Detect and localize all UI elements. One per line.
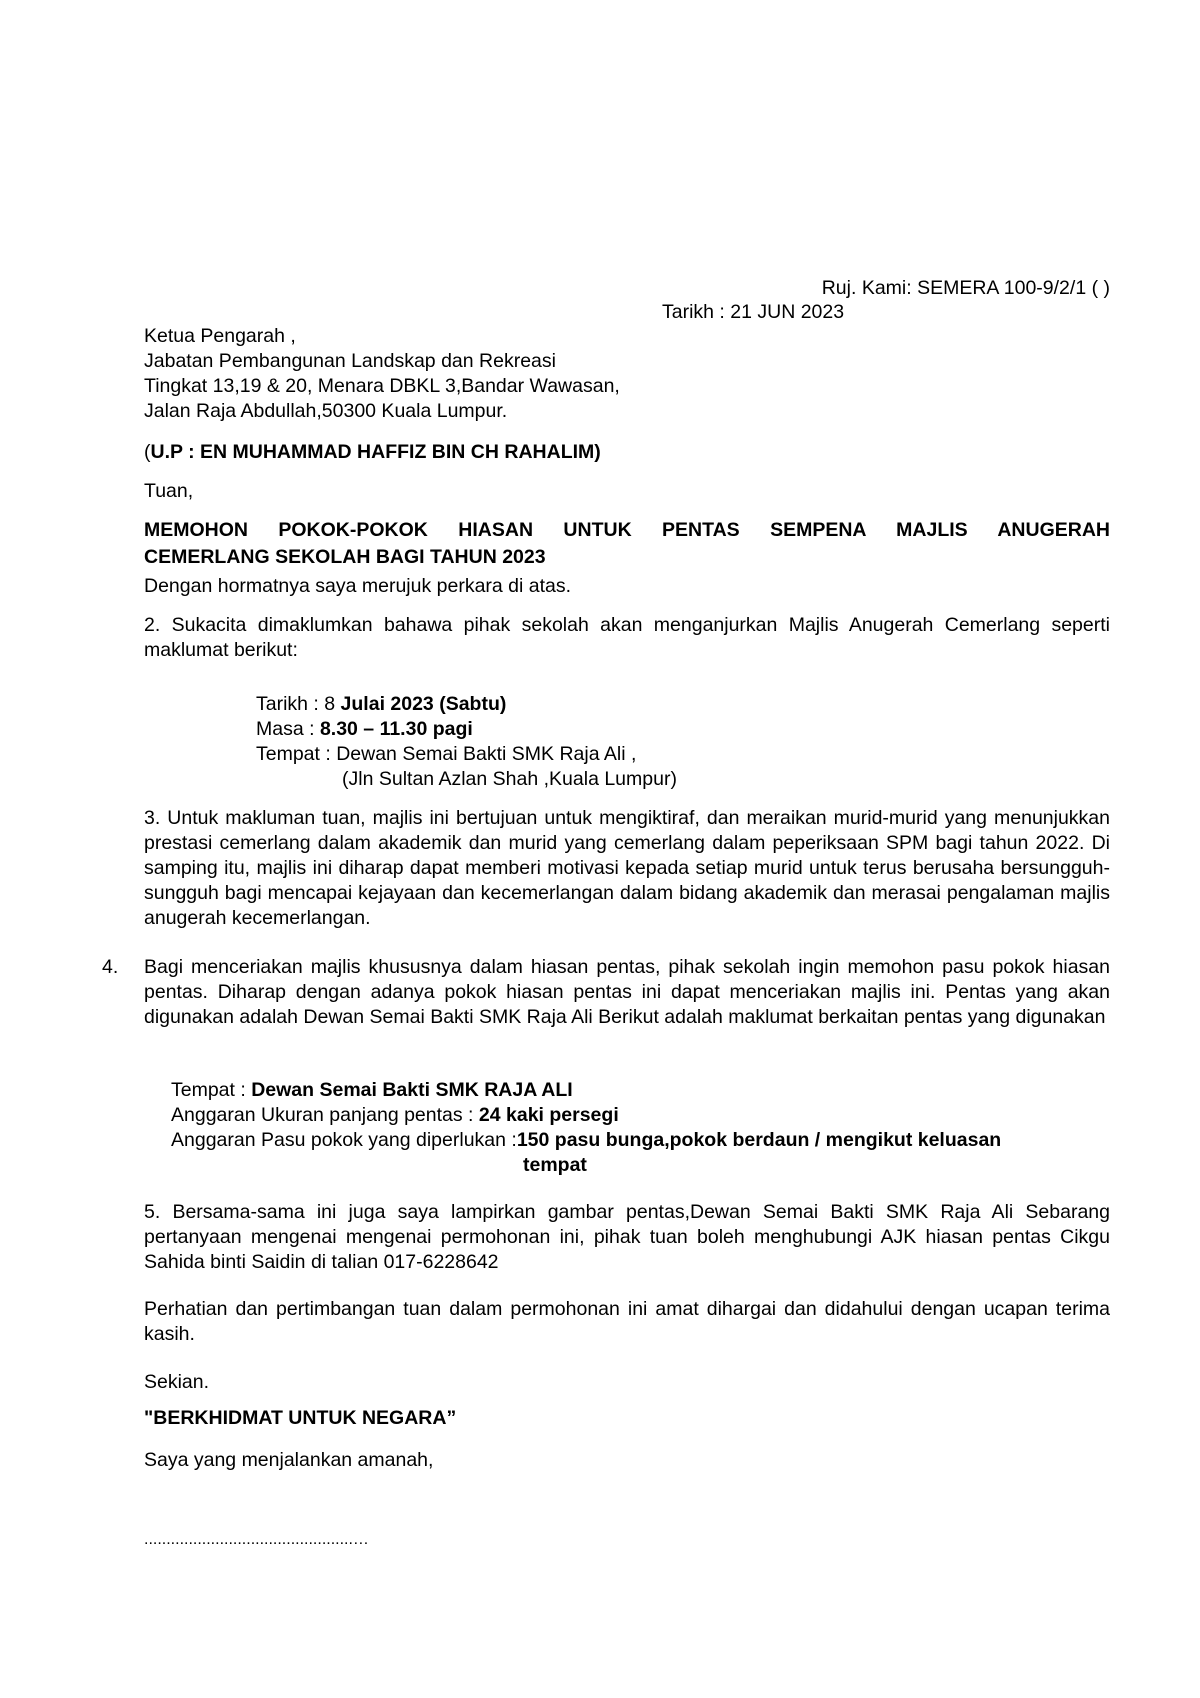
stage-pots-continued: tempat	[523, 1154, 587, 1176]
signature-line: ...............................................…	[144, 1531, 369, 1548]
recipient-department: Jabatan Pembangunan Landskap dan Rekreasi	[144, 350, 556, 372]
recipient-title: Ketua Pengarah ,	[144, 325, 296, 347]
paragraph-3: 3. Untuk makluman tuan, majlis ini bertujuan untuk mengiktiraf, dan meraikan murid-murid yang menunjukkan prestasi cemerlang dalam akademik dan murid yang cemerlang dalam peperiksaan SPM bagi tahun 2022. Di samping itu, majlis ini diharap dapat memberi motivasi kepada setiap murid untuk terus berusaha bersungguh-sungguh bagi mencapai kejayaan dan kecemerlangan dalam bidang akademik dan merasai pengalaman majlis anugerah kecemerlangan.	[144, 807, 1110, 929]
recipient-address	[144, 324, 844, 424]
paragraph-2: 2. Sukacita dimaklumkan bahawa pihak sekolah akan menganjurkan Majlis Anugerah Cemerlang seperti maklumat berikut:	[144, 614, 1110, 661]
paragraph-6: Perhatian dan pertimbangan tuan dalam permohonan ini amat dihargai dan didahului dengan ucapan terima kasih.	[144, 1298, 1110, 1345]
attention-line	[144, 440, 844, 465]
stage-place: Tempat : Dewan Semai Bakti SMK RAJA ALI	[171, 1079, 573, 1101]
event-date: Tarikh : 8 Julai 2023 (Sabtu)	[256, 693, 507, 715]
paragraph-4: Bagi menceriakan majlis khususnya dalam hiasan pentas, pihak sekolah ingin memohon pasu pokok hiasan pentas. Diharap dengan adanya pokok hiasan pentas ini dapat menceriakan majlis ini. Pentas yang akan digunakan adalah Dewan Semai Bakti SMK Raja Ali Berikut adalah maklumat berkaitan pentas yang digunakan	[144, 956, 1110, 1028]
reference-number: Ruj. Kami: SEMERA 100-9/2/1 ( )	[821, 277, 1110, 299]
closing: Sekian.	[144, 1371, 210, 1393]
recipient-address-line: Tingkat 13,19 & 20, Menara DBKL 3,Bandar Wawasan,	[144, 375, 620, 397]
subject-line-2: CEMERLANG SEKOLAH BAGI TAHUN 2023	[144, 546, 546, 568]
event-time: Masa : 8.30 – 11.30 pagi	[256, 718, 473, 740]
attention-open-bracket: (	[144, 441, 151, 463]
stage-details	[171, 1078, 1111, 1178]
paragraph-4-number: 4.	[102, 956, 119, 978]
attention-name: U.P : EN MUHAMMAD HAFFIZ BIN CH RAHALIM)	[150, 441, 601, 463]
letter-date: Tarikh : 21 JUN 2023	[662, 301, 845, 323]
salutation: Tuan,	[144, 480, 194, 502]
event-details	[256, 692, 956, 792]
stage-size: Anggaran Ukuran panjang pentas : 24 kaki persegi	[171, 1104, 619, 1126]
recipient-address-line: Jalan Raja Abdullah,50300 Kuala Lumpur.	[144, 400, 508, 422]
subject-line-1: MEMOHON POKOK-POKOK HIASAN UNTUK PENTAS SEMPENA MAJLIS ANUGERAH	[144, 519, 1110, 541]
paragraph-1: Dengan hormatnya saya merujuk perkara di atas.	[144, 575, 572, 597]
motto: "BERKHIDMAT UNTUK NEGARA”	[144, 1407, 457, 1429]
event-place: Tempat : Dewan Semai Bakti SMK Raja Ali ,	[256, 743, 637, 765]
paragraph-5: 5. Bersama-sama ini juga saya lampirkan gambar pentas,Dewan Semai Bakti SMK Raja Ali Sebarang pertanyaan mengenai mengenai permohonan ini, pihak tuan boleh menghubungi AJK hiasan pentas Cikgu Sahida binti Saidin di talian 017-6228642	[144, 1201, 1110, 1273]
event-place-address: (Jln Sultan Azlan Shah ,Kuala Lumpur)	[342, 768, 677, 790]
signoff: Saya yang menjalankan amanah,	[144, 1449, 434, 1471]
stage-pots: Anggaran Pasu pokok yang diperlukan :150 pasu bunga,pokok berdaun / mengikut keluasan	[171, 1129, 1002, 1151]
